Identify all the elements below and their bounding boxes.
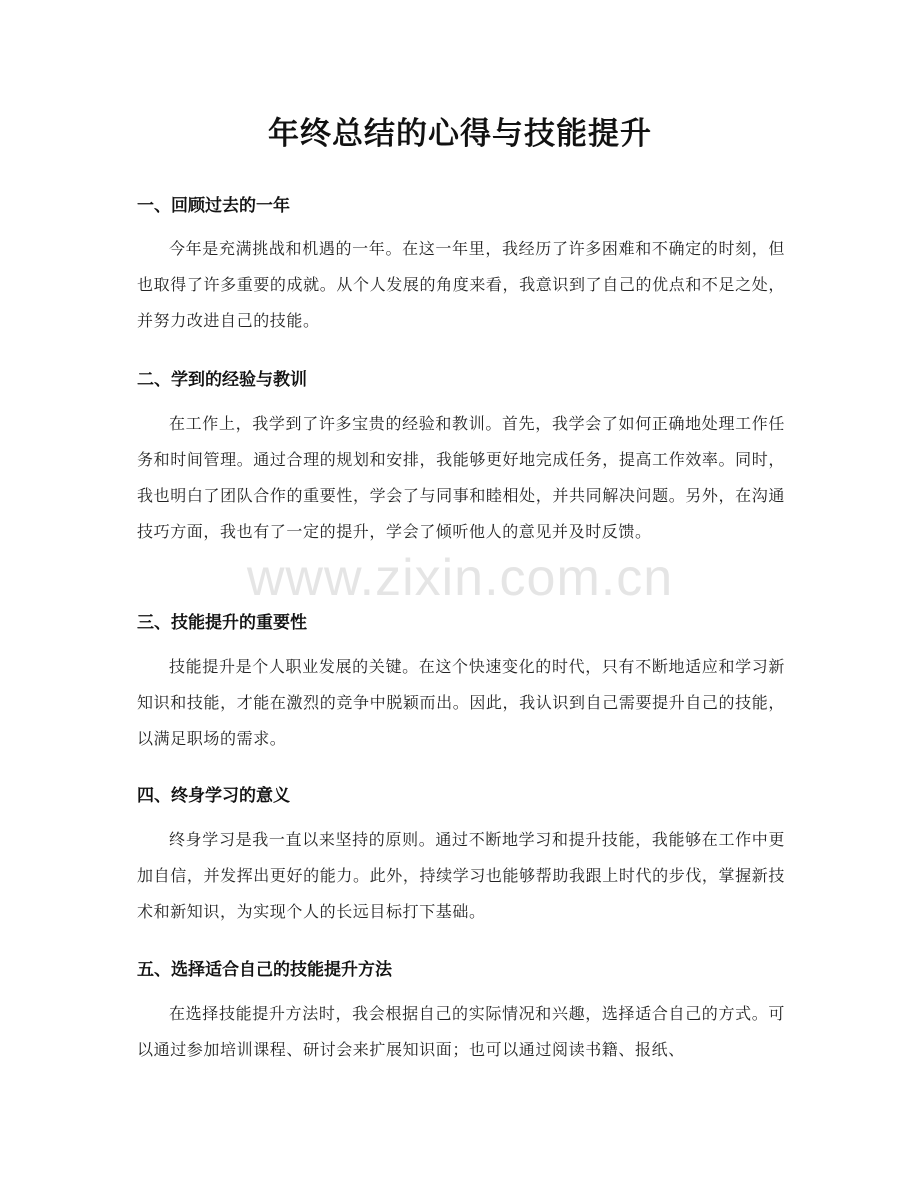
section-paragraph-3: 技能提升是个人职业发展的关键。在这个快速变化的时代，只有不断地适应和学习新知识和技能，才能在激烈的竞争中脱颖而出。因此，我认识到自己需要提升自己的技能，以满足职场的需求。 [137,657,785,748]
watermark: www.zixin.com.cn [246,549,674,607]
document-title: 年终总结的心得与技能提升 [268,116,652,152]
section-paragraph-4: 终身学习是我一直以来坚持的原则。通过不断地学习和提升技能，我能够在工作中更加自信，并发挥出更好的能力。此外，持续学习也能够帮助我跟上时代的步伐，掌握新技术和新知识，为实现个人的长远目标打下基础。 [137,830,785,921]
section-heading-4: 四、终身学习的意义 [137,786,290,806]
section-heading-3: 三、技能提升的重要性 [137,613,307,633]
section-heading-5: 五、选择适合自己的技能提升方法 [137,960,392,980]
section-paragraph-1: 今年是充满挑战和机遇的一年。在这一年里，我经历了许多困难和不确定的时刻，但也取得了许多重要的成就。从个人发展的角度来看，我意识到了自己的优点和不足之处，并努力改进自己的技能。 [137,239,785,330]
section-heading-1: 一、回顾过去的一年 [137,196,290,216]
section-paragraph-2: 在工作上，我学到了许多宝贵的经验和教训。首先，我学会了如何正确地处理工作任务和时间管理。通过合理的规划和安排，我能够更好地完成任务，提高工作效率。同时，我也明白了团队合作的重要性，学会了与同事和睦相处，并共同解决问题。另外，在沟通技巧方面，我也有了一定的提升，学会了倾听他人的意见并及时反馈。 [137,414,785,541]
section-paragraph-5: 在选择技能提升方法时，我会根据自己的实际情况和兴趣，选择适合自己的方式。可以通过参加培训课程、研讨会来扩展知识面；也可以通过阅读书籍、报纸、 [137,1004,785,1059]
section-heading-2: 二、学到的经验与教训 [137,370,307,390]
